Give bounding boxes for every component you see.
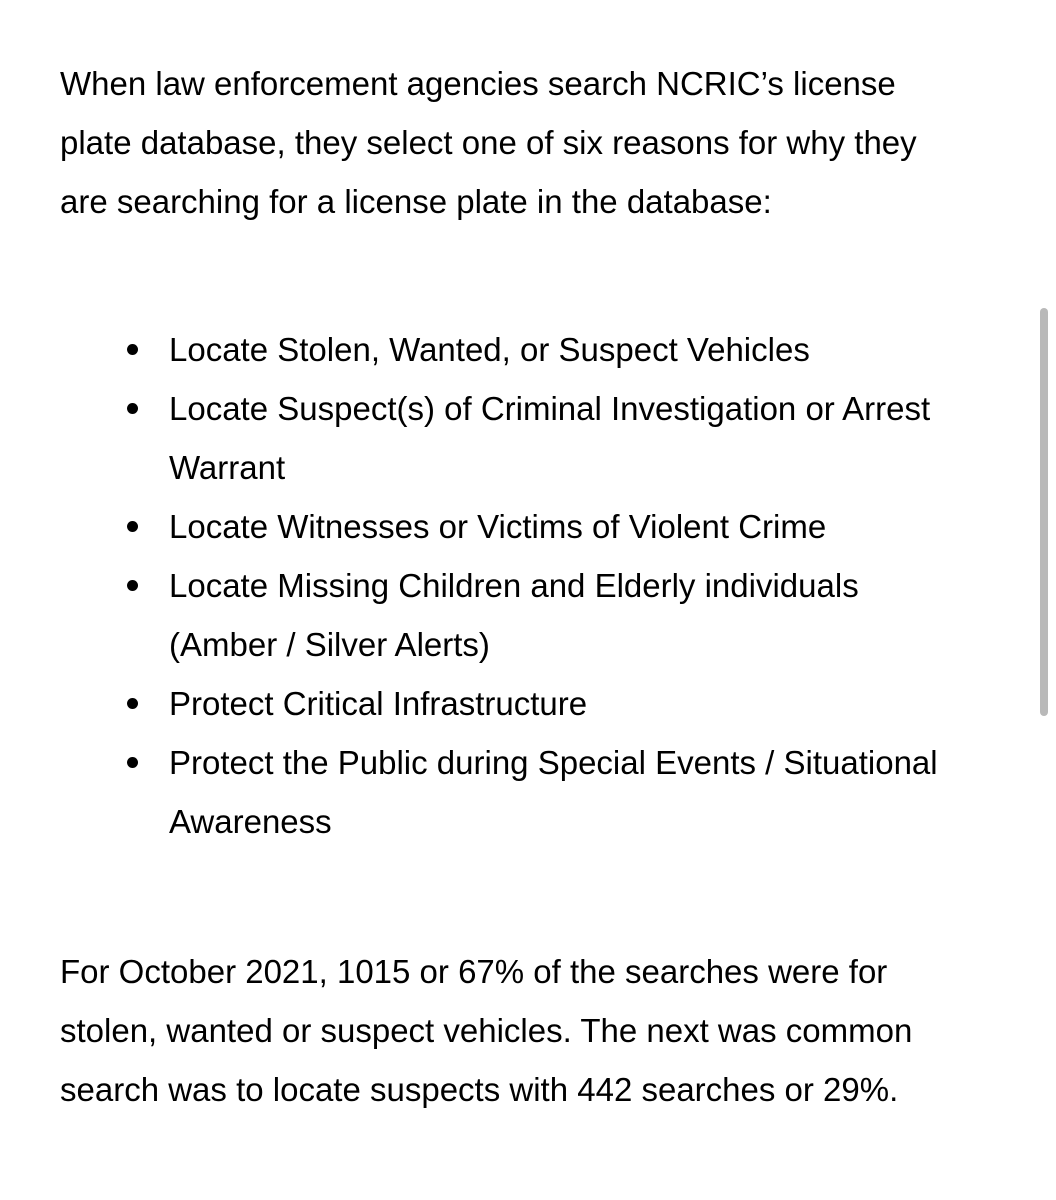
list-item bbox=[60, 733, 959, 851]
article-body bbox=[60, 54, 980, 1119]
bullet-icon bbox=[127, 344, 138, 355]
list-item bbox=[60, 497, 959, 556]
summary-paragraph: For October 2021, 1015 or 67% of the searches were for stolen, wanted or suspect vehicles. The next was common search was to locate suspects with 442 searches or 29%. bbox=[60, 953, 913, 1108]
list-item bbox=[60, 556, 959, 674]
reason-text: Locate Suspect(s) of Criminal Investigation or Arrest Warrant bbox=[169, 390, 931, 486]
vertical-scrollbar[interactable] bbox=[1040, 308, 1048, 716]
bullet-icon bbox=[127, 403, 138, 414]
list-item bbox=[60, 379, 959, 497]
bullet-icon bbox=[127, 757, 138, 768]
search-reasons-list bbox=[60, 320, 980, 851]
reason-text: Locate Stolen, Wanted, or Suspect Vehicles bbox=[169, 331, 810, 368]
intro-paragraph: When law enforcement agencies search NCRIC’s license plate database, they select one of six reasons for why they are searching for a license plate in the database: bbox=[60, 65, 917, 220]
bullet-icon bbox=[127, 521, 138, 532]
list-item bbox=[60, 674, 959, 733]
bullet-icon bbox=[127, 580, 138, 591]
bullet-icon bbox=[127, 698, 138, 709]
list-item bbox=[60, 320, 959, 379]
reason-text: Locate Witnesses or Victims of Violent Crime bbox=[169, 508, 827, 545]
reason-text: Protect the Public during Special Events / Situational Awareness bbox=[169, 744, 938, 840]
reason-text: Locate Missing Children and Elderly individuals (Amber / Silver Alerts) bbox=[169, 567, 859, 663]
reason-text: Protect Critical Infrastructure bbox=[169, 685, 588, 722]
